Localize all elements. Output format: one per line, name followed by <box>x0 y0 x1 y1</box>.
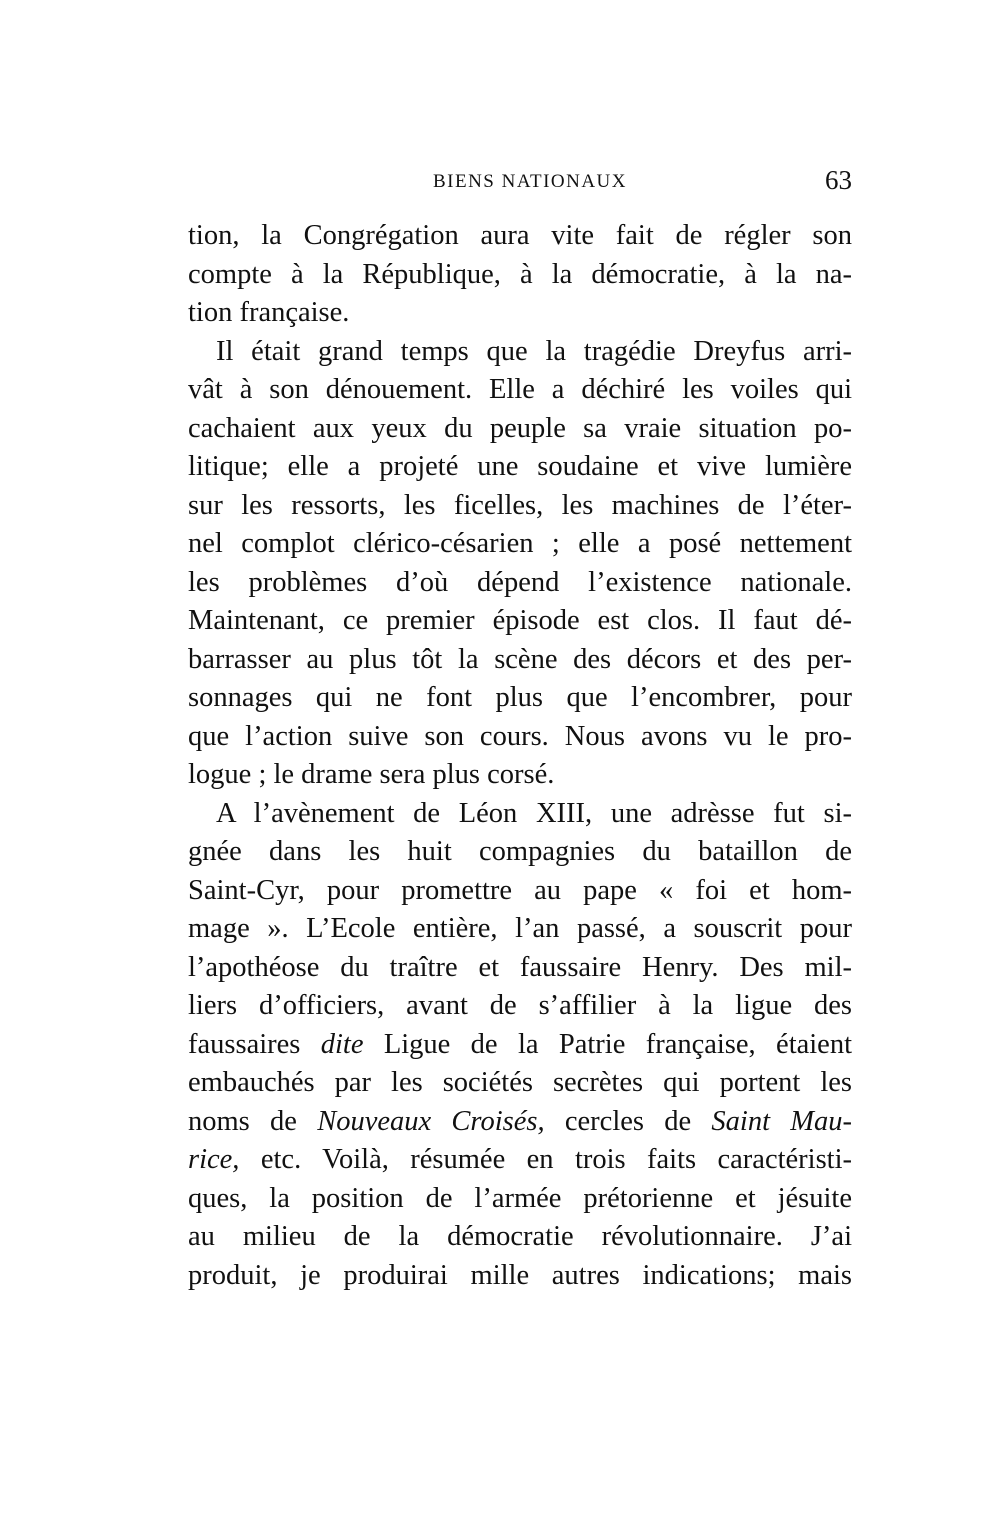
page-number: 63 <box>825 165 852 195</box>
body-text <box>188 217 852 1295</box>
text-segment: A l’avènement de Léon XIII, une adrèsse fut si- <box>216 797 852 829</box>
text-line <box>188 872 852 911</box>
text-segment: gnée dans les huit compagnies du bataillon de <box>188 836 852 867</box>
text-segment: Saint-Cyr, pour promettre au pape « foi et hom- <box>188 874 852 906</box>
text-line <box>188 679 852 718</box>
text-segment: liers d’officiers, avant de s’affilier à la ligue des <box>188 990 852 1021</box>
text-segment: compte à la République, à la démocratie, à la na- <box>188 258 852 290</box>
text-segment: logue ; le drame sera plus corsé. <box>188 759 555 790</box>
text-line <box>188 217 852 256</box>
text-segment: cercles de <box>544 1105 712 1137</box>
text-segment: Ligue de la Patrie française, étaient <box>363 1028 852 1060</box>
text-line <box>188 294 852 333</box>
text-line <box>188 1180 852 1219</box>
text-line <box>188 525 852 564</box>
text-line <box>188 487 852 526</box>
text-line <box>188 1141 852 1180</box>
text-line <box>188 410 852 449</box>
text-line <box>188 833 852 872</box>
text-line <box>188 256 852 295</box>
text-segment: Il était grand temps que la tragédie Dreyfus arri- <box>216 335 852 367</box>
text-segment: mage ». L’Ecole entière, l’an passé, a souscrit pour <box>188 913 852 944</box>
text-line <box>188 641 852 680</box>
text-segment: au milieu de la démocratie révolutionnaire. J’ai <box>188 1221 852 1252</box>
text-segment: ques, la position de l’armée prétorienne et jésuite <box>188 1182 852 1214</box>
text-segment: barrasser au plus tôt la scène des décors et des per- <box>188 643 852 675</box>
text-segment: vât à son dénouement. Elle a déchiré les voiles qui <box>188 374 852 405</box>
text-segment: tion française. <box>188 297 350 328</box>
text-segment: sur les ressorts, les ficelles, les machines de l’éter- <box>188 489 852 521</box>
text-line <box>188 602 852 641</box>
text-line <box>188 1026 852 1065</box>
text-line <box>188 1103 852 1142</box>
text-line <box>188 910 852 949</box>
italic-segment: Saint Mau- <box>711 1105 852 1137</box>
text-segment: tion, la Congrégation aura vite fait de régler son <box>188 220 852 251</box>
text-line <box>188 1218 852 1257</box>
text-segment: faussaires <box>188 1028 321 1060</box>
italic-segment: dite <box>320 1028 364 1060</box>
text-line <box>188 795 852 834</box>
text-segment: embauchés par les sociétés secrètes qui portent les <box>188 1067 852 1098</box>
text-line <box>188 756 852 795</box>
text-segment: que l’action suive son cours. Nous avons vu le pro- <box>188 720 852 752</box>
text-segment: etc. Voilà, résumée en trois faits caractéristi- <box>239 1144 852 1175</box>
text-line <box>188 949 852 988</box>
text-line <box>188 1257 852 1296</box>
running-header <box>188 165 852 205</box>
book-page <box>188 165 852 1295</box>
text-line <box>188 564 852 603</box>
text-line <box>188 718 852 757</box>
italic-segment: Nouveaux Croisés, <box>317 1105 545 1137</box>
text-segment: sonnages qui ne font plus que l’encombrer, pour <box>188 682 852 713</box>
text-segment: l’apothéose du traître et faussaire Henry. Des mil- <box>188 951 852 983</box>
text-segment: nel complot clérico-césarien ; elle a posé nettement <box>188 528 852 559</box>
text-line <box>188 987 852 1026</box>
text-line <box>188 1064 852 1103</box>
text-segment: produit, je produirai mille autres indications; mais <box>188 1259 852 1291</box>
text-segment: noms de <box>188 1105 318 1137</box>
text-segment: Maintenant, ce premier épisode est clos. Il faut dé- <box>188 605 852 636</box>
italic-segment: rice, <box>188 1144 240 1175</box>
text-segment: litique; elle a projeté une soudaine et vive lumière <box>188 451 852 482</box>
running-title: BIENS NATIONAUX <box>432 171 628 192</box>
text-segment: cachaient aux yeux du peuple sa vraie situation po- <box>188 412 852 444</box>
text-line <box>188 371 852 410</box>
text-line <box>188 448 852 487</box>
text-line <box>188 333 852 372</box>
text-segment: les problèmes d’où dépend l’existence nationale. <box>188 566 852 598</box>
